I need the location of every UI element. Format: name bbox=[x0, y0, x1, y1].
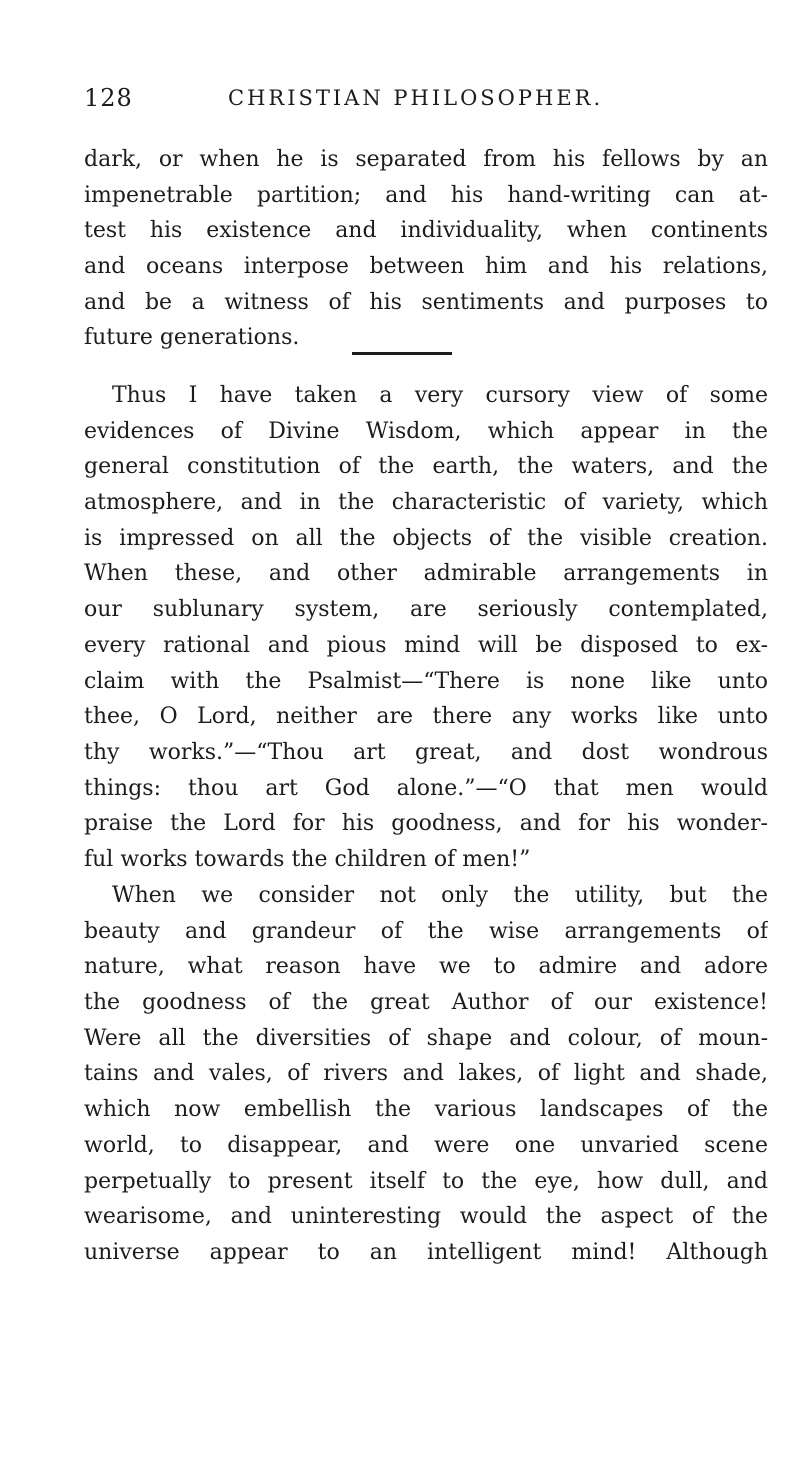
text-line: universe appear to an intelligent mind! Although bbox=[84, 1239, 768, 1265]
text-line: When these, and other admirable arrangements in bbox=[84, 561, 768, 587]
page-number: 128 bbox=[84, 84, 133, 112]
text-line: impenetrable partition; and his hand-writing can at- bbox=[84, 182, 768, 208]
text-line: thy works.”—“Thou art great, and dost wondrous bbox=[84, 739, 768, 765]
text-line: Thus I have taken a very cursory view of some bbox=[112, 383, 768, 408]
text-line: perpetually to present itself to the eye, how dull, and bbox=[84, 1168, 768, 1194]
text-line: Were all the diversities of shape and colour, of moun- bbox=[84, 1025, 768, 1051]
text-line: tains and vales, of rivers and lakes, of light and shade, bbox=[84, 1061, 768, 1087]
text-line: evidences of Divine Wisdom, which appear in the bbox=[84, 418, 768, 444]
section-divider bbox=[352, 352, 452, 355]
paragraph-1 bbox=[84, 142, 768, 356]
text-line: world, to disappear, and were one unvaried scene bbox=[84, 1132, 768, 1158]
paragraph-3 bbox=[84, 878, 768, 1271]
text-line: nature, what reason have we to admire and adore bbox=[84, 954, 768, 980]
text-line: claim with the Psalmist—“There is none like unto bbox=[84, 668, 768, 694]
text-line: every rational and pious mind will be disposed to ex- bbox=[84, 632, 768, 658]
paragraph-2 bbox=[84, 378, 768, 878]
text-line: general constitution of the earth, the waters, and the bbox=[84, 454, 768, 480]
text-line: is impressed on all the objects of the visible creation. bbox=[84, 525, 768, 551]
text-line: thee, O Lord, neither are there any works like unto bbox=[84, 704, 768, 730]
text-line: wearisome, and uninteresting would the aspect of the bbox=[84, 1204, 768, 1230]
text-line: the goodness of the great Author of our existence! bbox=[84, 990, 768, 1016]
text-line: and oceans interpose between him and his relations, bbox=[84, 254, 768, 280]
text-line: which now embellish the various landscapes of the bbox=[84, 1097, 768, 1123]
text-line: dark, or when he is separated from his fellows by an bbox=[84, 147, 768, 172]
text-line: praise the Lord for his goodness, and for his wonder- bbox=[84, 811, 768, 837]
text-line: things: thou art God alone.”—“O that men would bbox=[84, 775, 768, 801]
text-line: test his existence and individuality, when continents bbox=[84, 218, 768, 244]
text-line: our sublunary system, are seriously contemplated, bbox=[84, 597, 768, 623]
running-head: CHRISTIAN PHILOSOPHER. bbox=[228, 86, 604, 110]
text-line: ful works towards the children of men!” bbox=[84, 846, 531, 872]
text-line: and be a witness of his sentiments and purposes to bbox=[84, 289, 768, 315]
text-line: atmosphere, and in the characteristic of variety, which bbox=[84, 490, 768, 516]
text-line: future generations. bbox=[84, 325, 300, 351]
text-line: beauty and grandeur of the wise arrangements of bbox=[84, 918, 768, 944]
text-line: When we consider not only the utility, but the bbox=[112, 883, 768, 908]
page-header bbox=[84, 84, 764, 124]
